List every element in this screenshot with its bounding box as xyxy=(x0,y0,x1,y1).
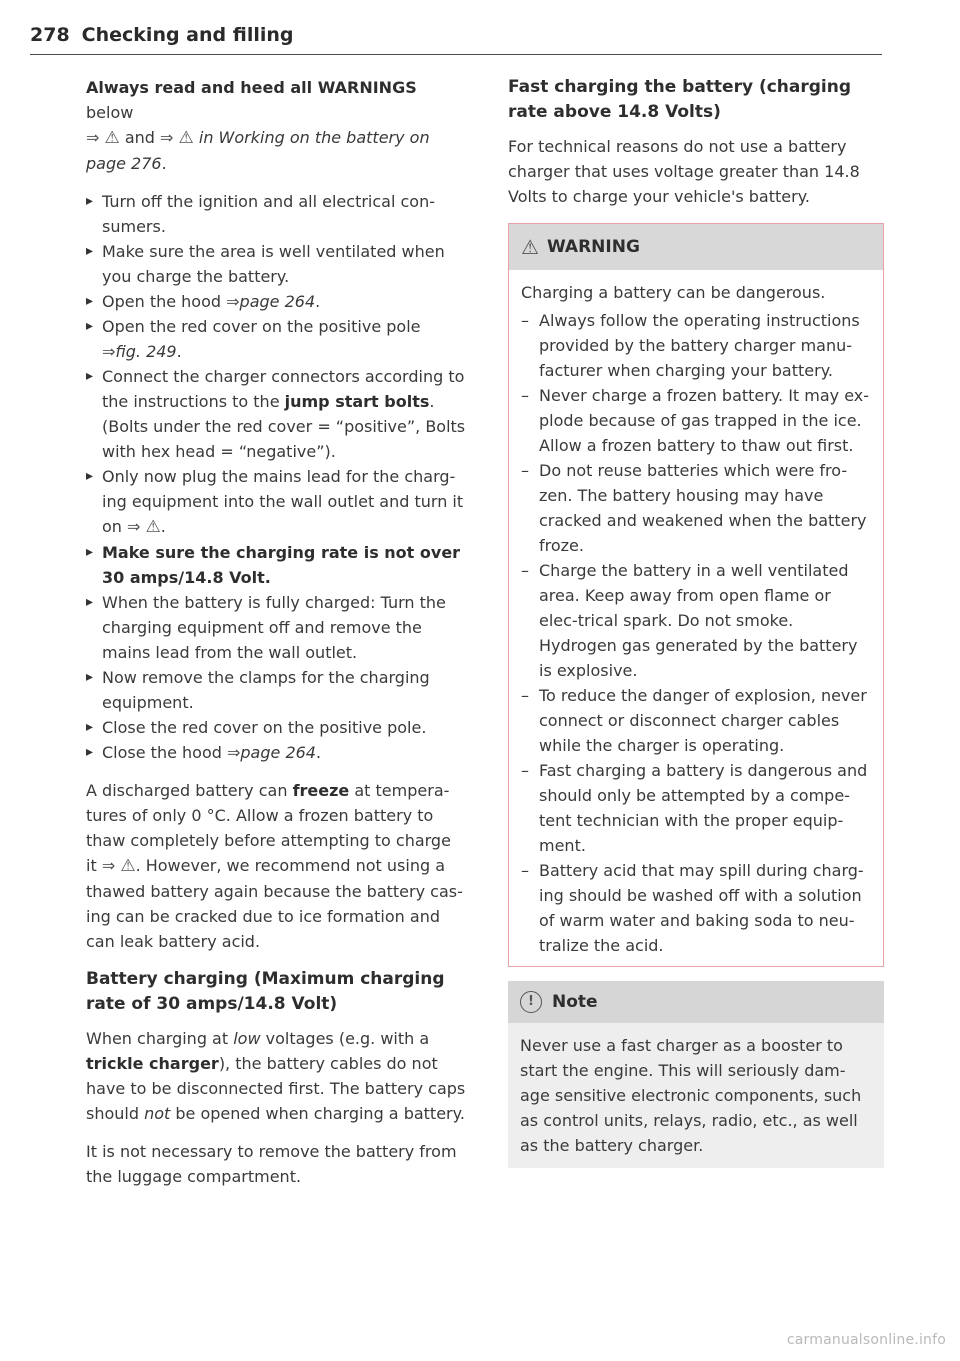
text: A discharged battery can xyxy=(86,781,293,800)
arrow-icon: ⇒ xyxy=(102,342,116,361)
heading-fast-charging: Fast charging the battery (charging rate above 14.8 Volts) xyxy=(508,77,852,122)
warning-box xyxy=(508,223,884,967)
step xyxy=(86,364,466,464)
step-end: . xyxy=(176,342,182,361)
section-title: Checking and filling xyxy=(81,24,294,46)
arrow-icon: ⇒ xyxy=(226,743,241,762)
page-header xyxy=(30,24,882,55)
warning-item: – Do not reuse batteries which were fro-zen. The battery housing may have cracked and weakened when the battery froze. xyxy=(521,458,871,558)
step: ▸ Now remove the clamps for the charging equipment. xyxy=(86,665,466,715)
warning-header xyxy=(509,224,883,270)
warning-icon: ⚠ xyxy=(178,128,194,148)
step-end: . xyxy=(315,743,322,762)
note-body: Never use a fast charger as a booster to start the engine. This will seriously dam-age sensitive electronic components, such as control units, relays, radio, etc., as well as the battery charger. xyxy=(520,1036,862,1155)
page-reference[interactable]: page 264 xyxy=(239,292,316,311)
step-text: Close the hood xyxy=(102,743,227,762)
arrow-icon: ⇒ xyxy=(101,856,116,875)
note-header xyxy=(508,981,884,1023)
low-voltage-paragraph xyxy=(86,1026,466,1126)
step-text: Only now plug the mains lead for the charg-ing equipment into the wall outlet and turn it on xyxy=(102,467,464,536)
arrow-icon: ⇒ xyxy=(127,517,141,536)
warning-item: – Battery acid that may spill during charg-ing should be washed off with a solution of warm water and baking soda to neu-tralize the acid. xyxy=(521,858,871,958)
warning-intro: Charging a battery can be dangerous. xyxy=(521,283,826,302)
text: at tempera-tures of only 0 °C. Allow a frozen battery to thaw completely before attempting to charge it xyxy=(86,781,451,875)
intro-paragraph xyxy=(86,75,466,176)
warning-icon: ⚠ xyxy=(145,517,161,537)
page-reference[interactable]: page 264 xyxy=(240,743,316,762)
intro-text: below xyxy=(86,103,134,122)
warning-item: – To reduce the danger of explosion, never connect or disconnect charger cables while the charger is operating. xyxy=(521,683,871,758)
step-end: . xyxy=(315,292,321,311)
step: ▸ When the battery is fully charged: Turn the charging equipment off and remove the mains lead from the wall outlet. xyxy=(86,590,466,665)
note-box xyxy=(508,981,884,1168)
italic-term: not xyxy=(144,1104,171,1123)
warning-title: WARNING xyxy=(546,236,640,257)
step xyxy=(86,289,466,314)
step-important: ▸ Make sure the charging rate is not over 30 amps/14.8 Volt. xyxy=(86,540,466,590)
step xyxy=(86,740,466,765)
bold-term: freeze xyxy=(292,781,350,800)
step-end: . xyxy=(160,517,166,536)
intro-reference[interactable]: in Working on the battery on page 276 xyxy=(86,128,430,173)
step-text: Open the red cover on the positive pole xyxy=(102,317,421,336)
intro-bold: Always read and heed all WARNINGS xyxy=(86,78,417,97)
note-title: Note xyxy=(552,991,598,1012)
step-text-rest: . (Bolts under the red cover = “positive”, Bolts with hex head = “negative”). xyxy=(102,392,466,461)
text: be opened when charging a battery. xyxy=(170,1104,465,1123)
text: When charging at xyxy=(86,1029,234,1048)
warning-list xyxy=(521,308,871,958)
intro-end: . xyxy=(161,154,167,173)
italic-term: low xyxy=(233,1029,261,1048)
step-bold: jump start bolts xyxy=(284,392,430,411)
step-text: Connect the charger connectors according to the instructions to the xyxy=(102,367,465,411)
warning-icon: ⚠ xyxy=(120,856,136,876)
page-number: 278 xyxy=(30,24,70,46)
warning-item: – Charge the battery in a well ventilated area. Keep away from open flame or elec-trical spark. Do not smoke. Hydrogen gas generated by the battery is explosive. xyxy=(521,558,871,683)
text: voltages (e.g. with a xyxy=(260,1029,430,1048)
arrow-icon: ⇒ xyxy=(86,128,100,147)
exclamation-circle-icon: ! xyxy=(520,991,542,1013)
left-column xyxy=(86,75,466,1202)
warning-triangle-icon: ⚠ xyxy=(521,234,539,259)
arrow-icon: ⇒ xyxy=(226,292,240,311)
figure-reference[interactable]: fig. 249 xyxy=(115,342,177,361)
step: ▸ Turn off the ignition and all electrical con-sumers. xyxy=(86,189,466,239)
warning-icon: ⚠ xyxy=(104,128,120,148)
watermark: carmanualsonline.info xyxy=(786,1332,946,1348)
text: . However, we recommend not using a thawed battery again because the battery cas-ing can be cracked due to ice formation and can leak battery acid. xyxy=(86,856,463,951)
step-text: Open the hood xyxy=(102,292,227,311)
warning-body xyxy=(509,270,883,966)
heading-max-charging: Battery charging (Maximum charging rate of 30 amps/14.8 Volt) xyxy=(86,969,445,1014)
warning-item: – Always follow the operating instructions provided by the battery charger manu-facturer when charging your battery. xyxy=(521,308,871,383)
arrow-icon: ⇒ xyxy=(160,128,174,147)
intro-and: and xyxy=(119,128,161,147)
warning-item: – Fast charging a battery is dangerous and should only be attempted by a compe-tent technician with the proper equip-ment. xyxy=(521,758,871,858)
warning-item: – Never charge a frozen battery. It may ex-plode because of gas trapped in the ice. Allow a frozen battery to thaw out first. xyxy=(521,383,871,458)
step xyxy=(86,464,466,540)
procedure-steps xyxy=(86,189,466,765)
text: ), the battery cables do not have to be disconnected first. The battery caps should xyxy=(86,1054,466,1123)
fast-charging-paragraph: For technical reasons do not use a battery charger that uses voltage greater than 14.8 Volts to charge your vehicle's battery. xyxy=(508,137,860,206)
step: ▸ Close the red cover on the positive pole. xyxy=(86,715,466,740)
step xyxy=(86,314,466,364)
bold-term: trickle charger xyxy=(86,1054,219,1073)
last-paragraph: It is not necessary to remove the battery from the luggage compartment. xyxy=(86,1142,457,1186)
freeze-paragraph xyxy=(86,778,466,954)
right-column xyxy=(508,75,884,1168)
step: ▸ Make sure the area is well ventilated when you charge the battery. xyxy=(86,239,466,289)
